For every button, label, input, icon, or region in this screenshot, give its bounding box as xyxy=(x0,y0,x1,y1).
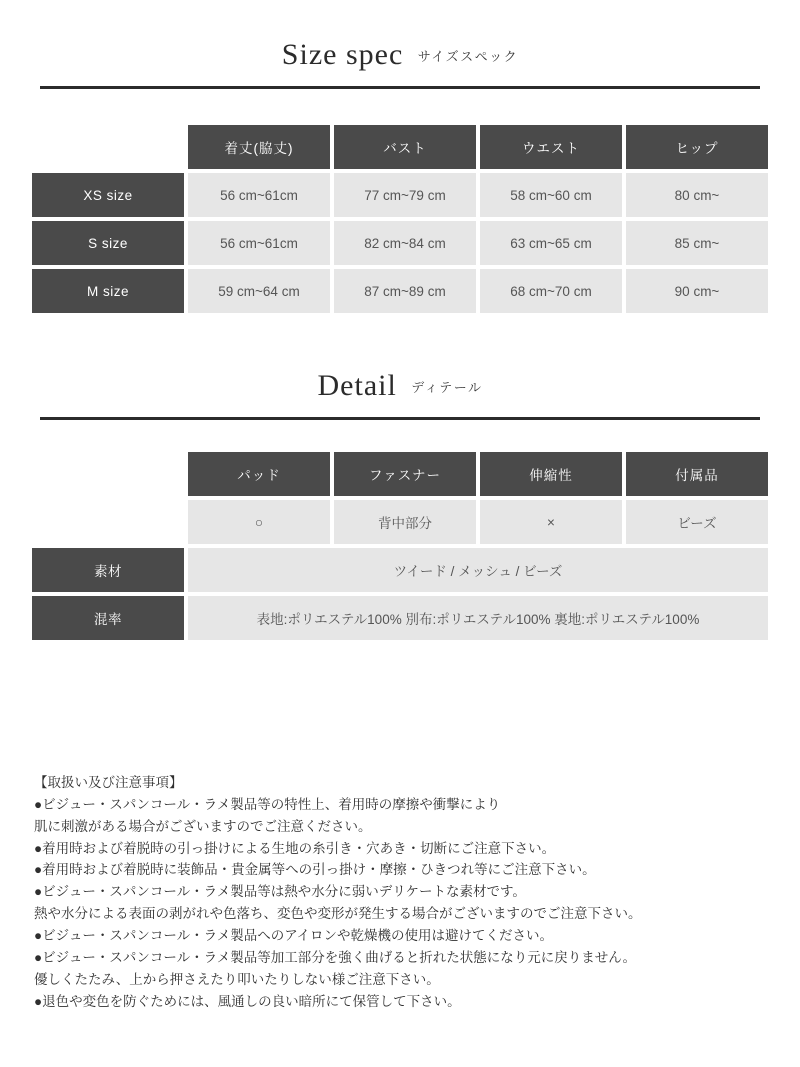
care-note-line: ●ビジュー・スパンコール・ラメ製品等加工部分を強く曲げると折れた状態になり元に戻りません。 xyxy=(34,949,637,965)
table-cell: 表地:ポリエステル100% 別布:ポリエステル100% 裏地:ポリエステル100% xyxy=(188,596,768,640)
table-cell: 56 cm~61cm xyxy=(188,221,330,265)
column-header: 付属品 xyxy=(626,452,768,496)
size-spec-title-en: Size spec xyxy=(281,38,404,71)
table-cell: 63 cm~65 cm xyxy=(480,221,622,265)
table-cell: 80 cm~ xyxy=(626,173,768,217)
column-header: 伸縮性 xyxy=(480,452,622,496)
column-header: ウエスト xyxy=(480,125,622,169)
table-cell: × xyxy=(480,500,622,544)
care-note-line: 優しくたたみ、上から押さえたり叩いたりしない様ご注意下さい。 xyxy=(34,971,440,987)
table-row xyxy=(32,500,768,544)
row-header: 素材 xyxy=(32,548,184,592)
table-cell: 68 cm~70 cm xyxy=(480,269,622,313)
size-spec-title-jp: サイズスペック xyxy=(417,48,519,64)
column-header: パッド xyxy=(188,452,330,496)
care-note-line: ●着用時および着脱時の引っ掛けによる生地の糸引き・穴あき・切断にご注意下さい。 xyxy=(34,840,556,856)
table-corner-cell xyxy=(32,125,184,169)
size-spec-divider xyxy=(40,86,760,89)
column-header: 着丈(脇丈) xyxy=(188,125,330,169)
column-header: ヒップ xyxy=(626,125,768,169)
care-notes xyxy=(34,772,774,1012)
table-row xyxy=(32,173,768,217)
column-header: バスト xyxy=(334,125,476,169)
table-row xyxy=(32,221,768,265)
care-note-line: ●ビジュー・スパンコール・ラメ製品へのアイロンや乾燥機の使用は避けてください。 xyxy=(34,928,553,944)
table-header-row xyxy=(32,125,768,169)
care-note-line: ●退色や変色を防ぐためには、風通しの良い暗所にて保管して下さい。 xyxy=(34,993,461,1009)
table-cell: 87 cm~89 cm xyxy=(334,269,476,313)
table-cell: 85 cm~ xyxy=(626,221,768,265)
table-cell: 背中部分 xyxy=(334,500,476,544)
size-spec-heading xyxy=(0,0,800,72)
row-header: S size xyxy=(32,221,184,265)
table-corner-cell xyxy=(32,452,184,496)
detail-title-jp: ディテール xyxy=(411,379,483,395)
detail-table xyxy=(28,448,772,644)
detail-title-en: Detail xyxy=(317,369,397,402)
table-cell: ツイード / メッシュ / ビーズ xyxy=(188,548,768,592)
row-header: 混率 xyxy=(32,596,184,640)
table-empty-cell xyxy=(32,500,184,544)
row-header: XS size xyxy=(32,173,184,217)
table-header-row xyxy=(32,452,768,496)
care-note-line: 肌に刺激がある場合がございますのでご注意ください。 xyxy=(34,818,372,834)
table-cell: 90 cm~ xyxy=(626,269,768,313)
table-cell: 77 cm~79 cm xyxy=(334,173,476,217)
table-cell: 59 cm~64 cm xyxy=(188,269,330,313)
size-spec-table xyxy=(28,121,772,317)
column-header: ファスナー xyxy=(334,452,476,496)
table-cell: 58 cm~60 cm xyxy=(480,173,622,217)
care-note-line: 熱や水分による表面の剥がれや色落ち、変色や変形が発生する場合がございますのでご注意下さい。 xyxy=(34,906,642,922)
table-row xyxy=(32,269,768,313)
table-cell: ビーズ xyxy=(626,500,768,544)
detail-table-wrap xyxy=(0,448,800,644)
detail-divider xyxy=(40,417,760,420)
table-cell: 82 cm~84 cm xyxy=(334,221,476,265)
detail-heading xyxy=(0,317,800,403)
table-row-blend xyxy=(32,596,768,640)
table-cell: ○ xyxy=(188,500,330,544)
table-cell: 56 cm~61cm xyxy=(188,173,330,217)
care-note-line: ●ビジュー・スパンコール・ラメ製品等は熱や水分に弱いデリケートな素材です。 xyxy=(34,884,526,900)
care-note-line: ●ビジュー・スパンコール・ラメ製品等の特性上、着用時の摩擦や衝撃により xyxy=(34,796,501,812)
care-note-line: ●着用時および着脱時に装飾品・貴金属等への引っ掛け・摩擦・ひきつれ等にご注意下さい。 xyxy=(34,862,596,878)
size-spec-table-wrap xyxy=(0,121,800,317)
care-notes-title: 【取扱い及び注意事項】 xyxy=(34,775,183,790)
table-row-material xyxy=(32,548,768,592)
row-header: M size xyxy=(32,269,184,313)
